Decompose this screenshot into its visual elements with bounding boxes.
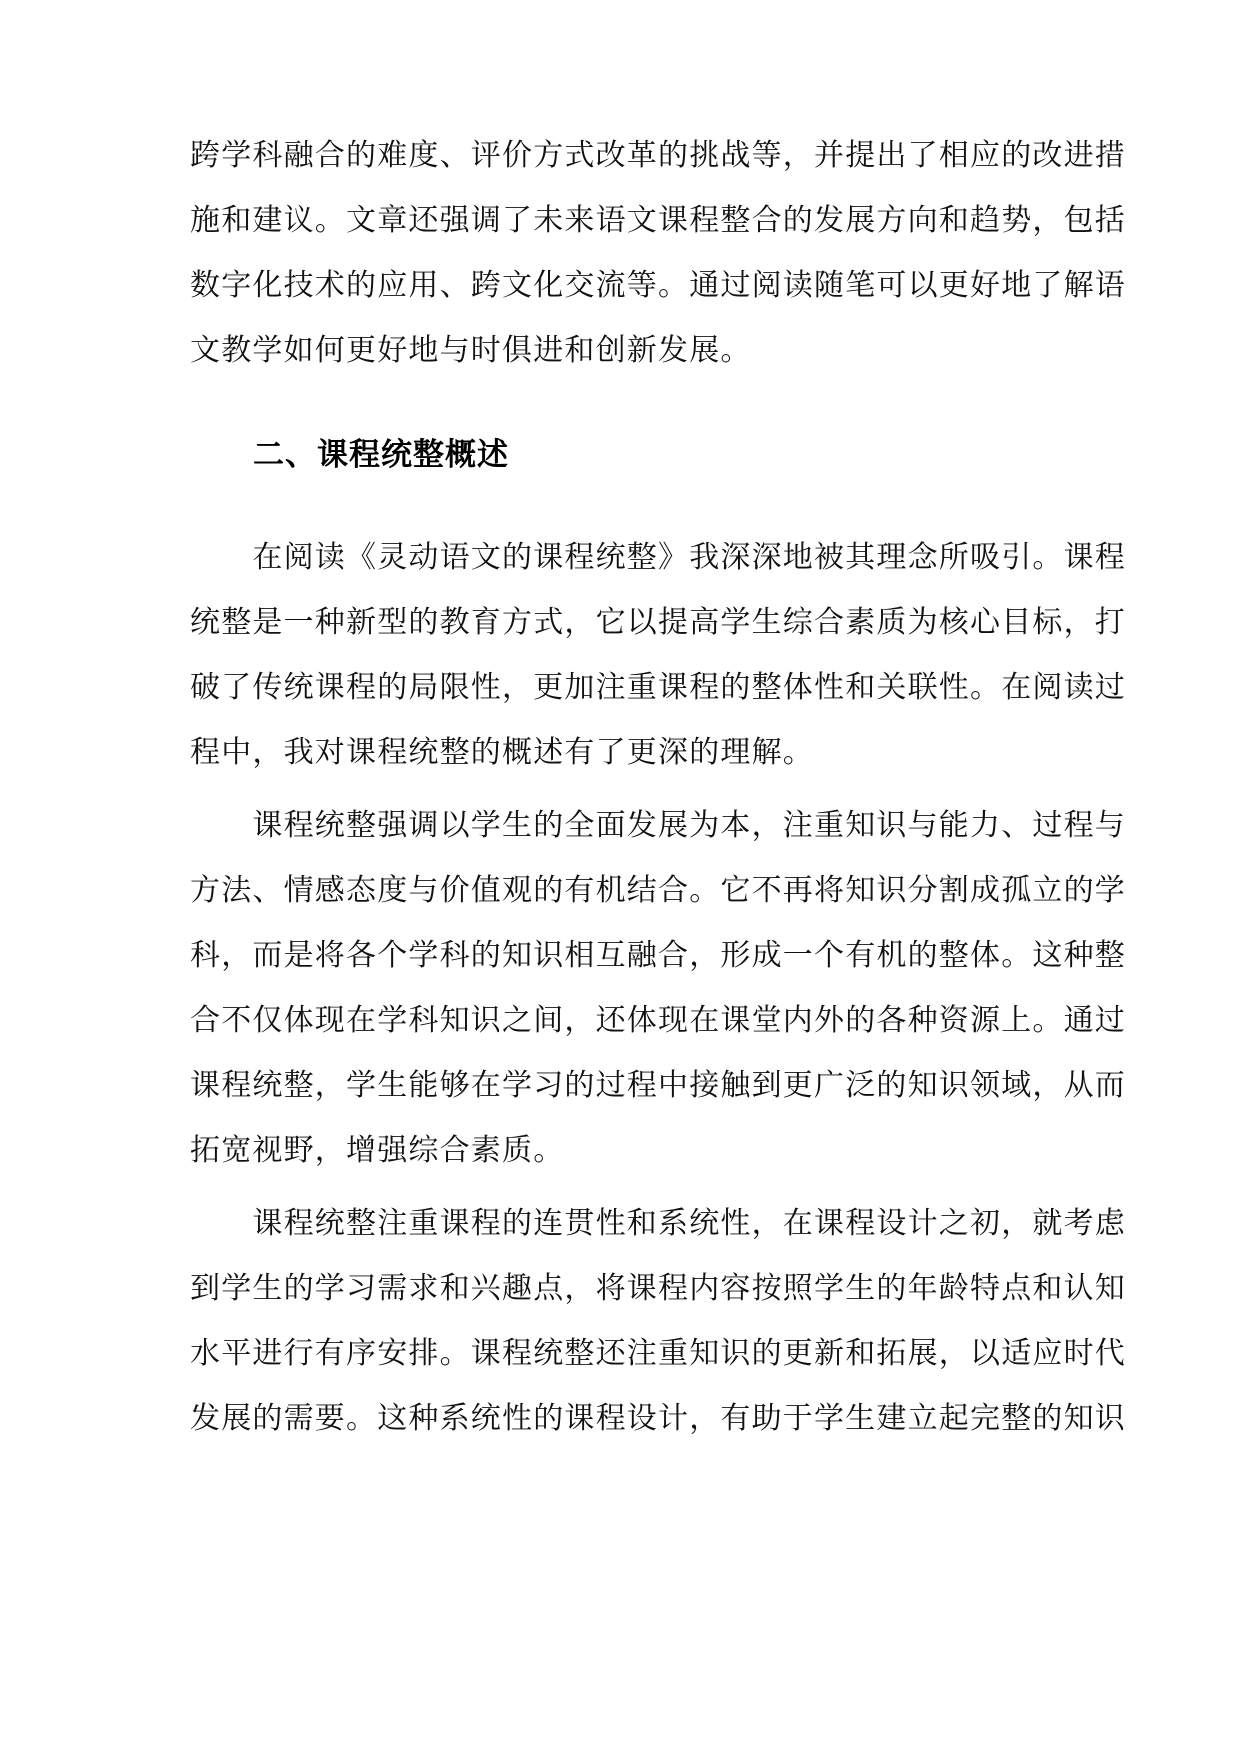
paragraph-1-line: 程中，我对课程统整的概述有了更深的理解。 bbox=[190, 735, 814, 770]
paragraph-1-line: 统整是一种新型的教育方式，它以提高学生综合素质为核心目标，打 bbox=[190, 605, 1126, 640]
intro-line: 跨学科融合的难度、评价方式改革的挑战等，并提出了相应的改进措 bbox=[190, 138, 1126, 173]
paragraph-2-line: 课程统整，学生能够在学习的过程中接触到更广泛的知识领域，从而 bbox=[190, 1068, 1126, 1103]
paragraph-2-line: 拓宽视野，增强综合素质。 bbox=[190, 1133, 565, 1168]
intro-line: 数字化技术的应用、跨文化交流等。通过阅读随笔可以更好地了解语 bbox=[190, 268, 1126, 303]
paragraph-3-line: 到学生的学习需求和兴趣点，将课程内容按照学生的年龄特点和认知 bbox=[190, 1271, 1126, 1306]
paragraph-3-line: 发展的需要。这种系统性的课程设计，有助于学生建立起完整的知识 bbox=[190, 1401, 1126, 1436]
intro-line: 文教学如何更好地与时俱进和创新发展。 bbox=[190, 333, 752, 368]
paragraph-2-line: 课程统整强调以学生的全面发展为本，注重知识与能力、过程与 bbox=[190, 808, 1126, 843]
paragraph-2-line: 方法、情感态度与价值观的有机结合。它不再将知识分割成孤立的学 bbox=[190, 873, 1126, 908]
paragraph-1-line: 破了传统课程的局限性，更加注重课程的整体性和关联性。在阅读过 bbox=[190, 670, 1126, 705]
paragraph-3-line: 课程统整注重课程的连贯性和系统性，在课程设计之初，就考虑 bbox=[190, 1206, 1126, 1241]
section-heading: 二、课程统整概述 bbox=[253, 437, 509, 473]
paragraph-2-line: 合不仅体现在学科知识之间，还体现在课堂内外的各种资源上。通过 bbox=[190, 1003, 1126, 1038]
paragraph-1-line: 在阅读《灵动语文的课程统整》我深深地被其理念所吸引。课程 bbox=[190, 540, 1126, 575]
intro-line: 施和建议。文章还强调了未来语文课程整合的发展方向和趋势，包括 bbox=[190, 203, 1126, 238]
paragraph-2-line: 科，而是将各个学科的知识相互融合，形成一个有机的整体。这种整 bbox=[190, 938, 1126, 973]
paragraph-3-line: 水平进行有序安排。课程统整还注重知识的更新和拓展，以适应时代 bbox=[190, 1336, 1126, 1371]
